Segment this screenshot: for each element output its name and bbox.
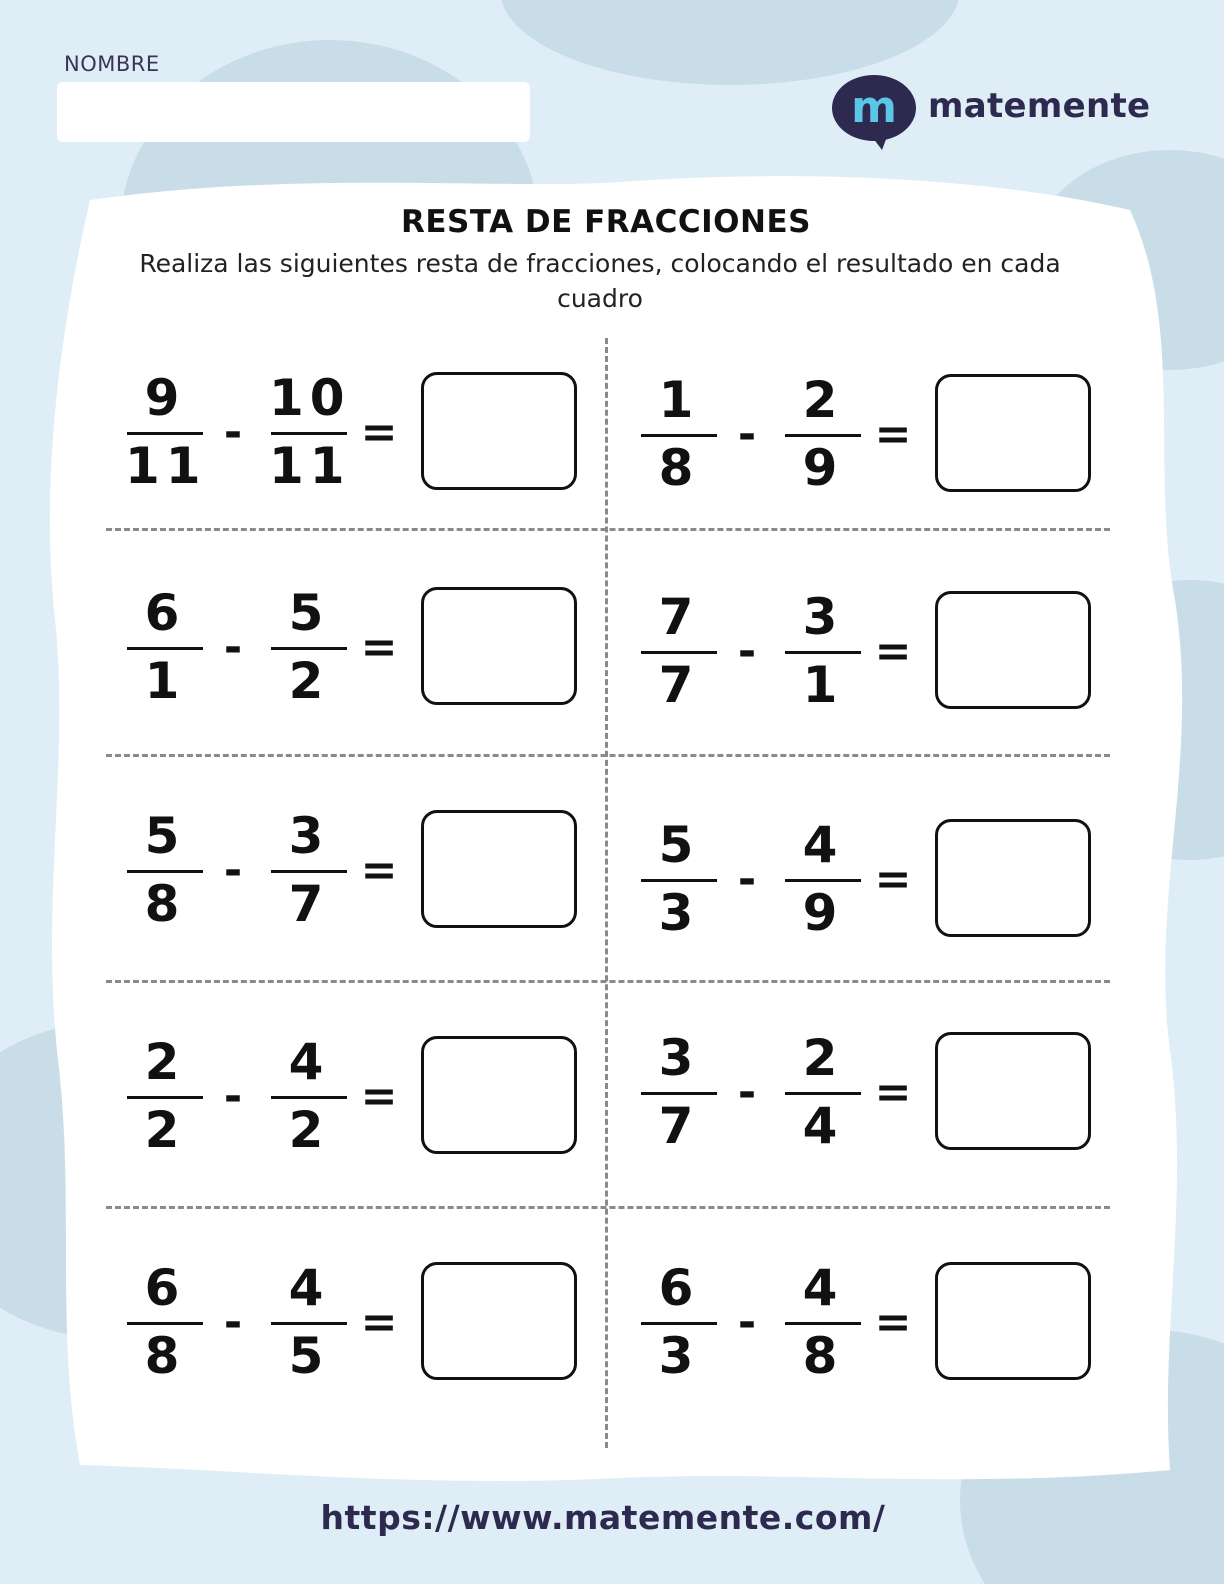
subtraction-problem [639, 589, 1139, 719]
fraction-bar [271, 1096, 347, 1099]
fraction-subtrahend [269, 1034, 349, 1164]
speech-bubble-logo-icon [832, 74, 924, 154]
minus-sign: - [223, 845, 243, 896]
denominator: 1 [144, 652, 186, 710]
fraction-subtrahend [783, 1260, 863, 1390]
equals-sign: = [360, 407, 398, 458]
subtraction-problem [639, 1260, 1139, 1390]
name-field[interactable] [57, 82, 530, 142]
numerator: 5 [288, 584, 330, 642]
fraction-subtrahend [269, 1260, 349, 1390]
worksheet-instructions: Realiza las siguientes resta de fracciones, colocando el resultado en cada cuadro [139, 249, 1061, 313]
minus-sign: - [223, 407, 243, 458]
matemente-logo [832, 74, 1152, 154]
subtraction-problem [125, 585, 625, 715]
numerator: 4 [802, 1259, 844, 1317]
logo-text: matemente [928, 86, 1151, 126]
denominator: 4 [802, 1097, 844, 1155]
numerator: 2 [144, 1033, 186, 1091]
denominator: 3 [658, 1327, 700, 1385]
denominator: 8 [802, 1327, 844, 1385]
denominator: 11 [269, 437, 351, 495]
fraction-bar [785, 434, 861, 437]
answer-box[interactable] [421, 1262, 577, 1380]
fraction-subtrahend [269, 585, 349, 715]
subtraction-problem [639, 372, 1139, 502]
denominator: 5 [288, 1327, 330, 1385]
fraction-subtrahend [783, 1030, 863, 1160]
fraction-subtrahend [783, 589, 863, 719]
fraction-bar [641, 434, 717, 437]
minus-sign: - [737, 409, 757, 460]
answer-box[interactable] [935, 1262, 1091, 1380]
fraction-minuend [125, 808, 205, 938]
numerator: 3 [288, 807, 330, 865]
minus-sign: - [737, 1067, 757, 1118]
fraction-bar [785, 879, 861, 882]
denominator: 7 [658, 656, 700, 714]
numerator: 4 [288, 1259, 330, 1317]
denominator: 2 [288, 1101, 330, 1159]
numerator: 6 [144, 1259, 186, 1317]
fraction-minuend [639, 1260, 719, 1390]
denominator: 1 [802, 656, 844, 714]
answer-box[interactable] [421, 810, 577, 928]
subtraction-problem [125, 1034, 625, 1164]
numerator: 9 [144, 369, 186, 427]
row-divider [106, 980, 1110, 983]
numerator: 6 [658, 1259, 700, 1317]
row-divider [106, 528, 1110, 531]
fraction-bar [785, 1092, 861, 1095]
minus-sign: - [223, 1297, 243, 1348]
website-url[interactable]: https://www.matemente.com/ [320, 1498, 886, 1537]
denominator: 3 [658, 884, 700, 942]
fraction-minuend [125, 1260, 205, 1390]
worksheet-title: RESTA DE FRACCIONES [401, 204, 811, 240]
fraction-minuend [125, 585, 205, 715]
equals-sign: = [360, 622, 398, 673]
fraction-bar [127, 870, 203, 873]
answer-box[interactable] [421, 587, 577, 705]
fraction-subtrahend [269, 370, 349, 500]
denominator: 8 [144, 1327, 186, 1385]
fraction-bar [271, 1322, 347, 1325]
fraction-bar [641, 1322, 717, 1325]
numerator: 6 [144, 584, 186, 642]
minus-sign: - [223, 1071, 243, 1122]
row-divider [106, 754, 1110, 757]
denominator: 11 [125, 437, 207, 495]
fraction-subtrahend [269, 808, 349, 938]
numerator: 3 [802, 588, 844, 646]
fraction-minuend [125, 370, 205, 500]
numerator: 2 [802, 371, 844, 429]
answer-box[interactable] [935, 591, 1091, 709]
numerator: 5 [144, 807, 186, 865]
subtraction-problem [639, 817, 1139, 947]
denominator: 7 [288, 875, 330, 933]
equals-sign: = [874, 1067, 912, 1118]
fraction-subtrahend [783, 817, 863, 947]
denominator: 9 [802, 884, 844, 942]
fraction-bar [641, 879, 717, 882]
equals-sign: = [874, 409, 912, 460]
subtraction-problem [125, 808, 625, 938]
numerator: 3 [658, 1029, 700, 1087]
denominator: 8 [144, 875, 186, 933]
fraction-bar [127, 1096, 203, 1099]
equals-sign: = [874, 1297, 912, 1348]
fraction-minuend [639, 589, 719, 719]
equals-sign: = [360, 1297, 398, 1348]
row-divider [106, 1206, 1110, 1209]
numerator: 4 [802, 816, 844, 874]
subtraction-problem [639, 1030, 1139, 1160]
fraction-bar [271, 870, 347, 873]
equals-sign: = [874, 854, 912, 905]
subtraction-problem [125, 370, 625, 500]
numerator: 1 [658, 371, 700, 429]
numerator: 5 [658, 816, 700, 874]
answer-box[interactable] [421, 1036, 577, 1154]
answer-box[interactable] [935, 374, 1091, 492]
svg-text:m: m [851, 82, 897, 133]
answer-box[interactable] [935, 819, 1091, 937]
denominator: 2 [288, 652, 330, 710]
fraction-subtrahend [783, 372, 863, 502]
fraction-bar [271, 647, 347, 650]
fraction-bar [271, 432, 347, 435]
name-label: NOMBRE [64, 52, 160, 76]
fraction-bar [127, 432, 203, 435]
denominator: 9 [802, 439, 844, 497]
numerator: 10 [269, 369, 351, 427]
minus-sign: - [737, 854, 757, 905]
equals-sign: = [360, 1071, 398, 1122]
minus-sign: - [737, 626, 757, 677]
denominator: 8 [658, 439, 700, 497]
fraction-minuend [639, 1030, 719, 1160]
numerator: 2 [802, 1029, 844, 1087]
subtraction-problem [125, 1260, 625, 1390]
fraction-minuend [125, 1034, 205, 1164]
answer-box[interactable] [421, 372, 577, 490]
fraction-bar [127, 1322, 203, 1325]
denominator: 2 [144, 1101, 186, 1159]
fraction-bar [641, 1092, 717, 1095]
fraction-bar [785, 651, 861, 654]
fraction-bar [785, 1322, 861, 1325]
numerator: 7 [658, 588, 700, 646]
fraction-bar [127, 647, 203, 650]
fraction-minuend [639, 817, 719, 947]
numerator: 4 [288, 1033, 330, 1091]
answer-box[interactable] [935, 1032, 1091, 1150]
denominator: 7 [658, 1097, 700, 1155]
fraction-bar [641, 651, 717, 654]
minus-sign: - [223, 622, 243, 673]
fraction-minuend [639, 372, 719, 502]
equals-sign: = [874, 626, 912, 677]
minus-sign: - [737, 1297, 757, 1348]
equals-sign: = [360, 845, 398, 896]
